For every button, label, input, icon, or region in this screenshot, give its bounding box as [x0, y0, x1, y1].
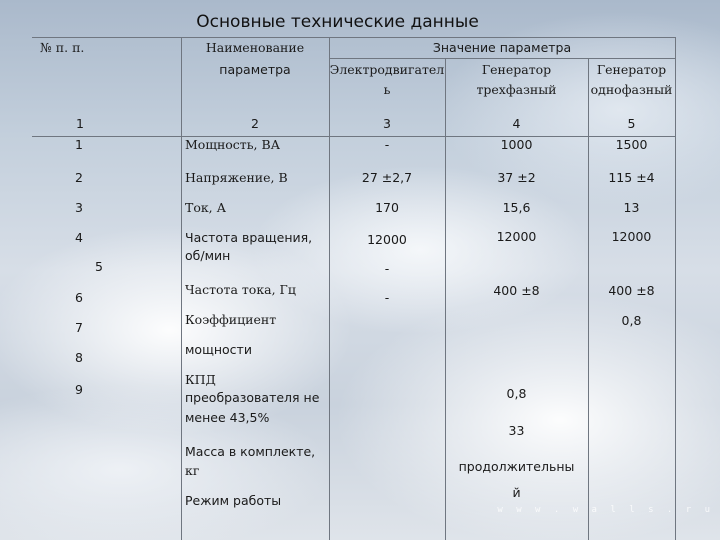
col4-value: продолжительны — [458, 459, 575, 474]
row-number: 2 — [75, 170, 83, 185]
col4-value: 33 — [508, 423, 525, 438]
column-number: 1 — [76, 116, 84, 131]
param-name: Частота вращения, — [185, 230, 313, 245]
header-col5-line2: однофазный — [590, 82, 673, 97]
header-name-line2: параметра — [219, 62, 291, 77]
col3-value: - — [384, 261, 390, 276]
column-number: 3 — [383, 116, 391, 131]
col3-value: 12000 — [367, 232, 407, 247]
param-name: кг — [185, 463, 200, 478]
col5-value: 13 — [623, 200, 640, 215]
page-title: Основные технические данные — [196, 12, 479, 32]
header-col4-line1: Генератор — [481, 62, 552, 77]
col5-value: 1500 — [615, 137, 648, 152]
col3-value: 27 ±2,7 — [361, 170, 413, 185]
col4-value: 15,6 — [502, 200, 531, 215]
param-name: Мощность, ВА — [185, 137, 281, 152]
param-name: мощности — [185, 342, 252, 357]
header-number: № п. п. — [40, 40, 85, 55]
col5-value: 12000 — [611, 229, 652, 244]
col3-value: 170 — [375, 200, 399, 215]
row-number: 1 — [75, 137, 83, 152]
row-number: 8 — [75, 350, 83, 365]
col4-value: 400 ±8 — [493, 283, 540, 298]
param-name: Масса в комплекте, — [185, 444, 316, 459]
col3-value: - — [384, 137, 390, 152]
row-number: 9 — [75, 382, 83, 397]
col5-value: 115 ±4 — [608, 170, 655, 185]
col4-value: 0,8 — [506, 386, 527, 401]
row-number: 3 — [75, 200, 83, 215]
param-name: Режим работы — [185, 493, 282, 508]
column-number: 5 — [627, 116, 636, 131]
header-value-group: Значение параметра — [432, 40, 572, 55]
col4-value: 37 ±2 — [497, 170, 536, 185]
header-col3-line1: Электродвигател — [329, 62, 445, 77]
row-number: 5 — [95, 259, 103, 274]
col3-value: - — [384, 290, 390, 305]
row-number: 7 — [75, 320, 83, 335]
param-name: преобразователя не — [185, 390, 320, 405]
param-name: Напряжение, В — [185, 170, 288, 185]
col4-value: й — [512, 485, 521, 500]
param-name: менее 43,5% — [185, 410, 270, 425]
column-divider-3 — [675, 37, 676, 540]
header-col3-line2: ь — [383, 82, 391, 97]
header-col5-line1: Генератор — [596, 62, 667, 77]
param-name: об/мин — [185, 248, 231, 263]
column-number: 2 — [251, 116, 259, 131]
header-col4-line2: трехфазный — [476, 82, 557, 97]
header-name-line1: Наименование — [205, 40, 305, 55]
col5-value: 400 ±8 — [608, 283, 655, 298]
col5-value: 0,8 — [621, 313, 642, 328]
watermark: w w w . w a l l s . r u — [497, 505, 714, 515]
param-name: КПД — [185, 372, 216, 387]
param-name: Частота тока, Гц — [185, 282, 296, 297]
row-number: 4 — [75, 230, 83, 245]
column-number: 4 — [512, 116, 521, 131]
param-name: Ток, А — [185, 200, 227, 215]
col4-value: 12000 — [496, 229, 537, 244]
row-number: 6 — [75, 290, 83, 305]
col4-value: 1000 — [500, 137, 533, 152]
param-name: Коэффициент — [185, 312, 277, 327]
